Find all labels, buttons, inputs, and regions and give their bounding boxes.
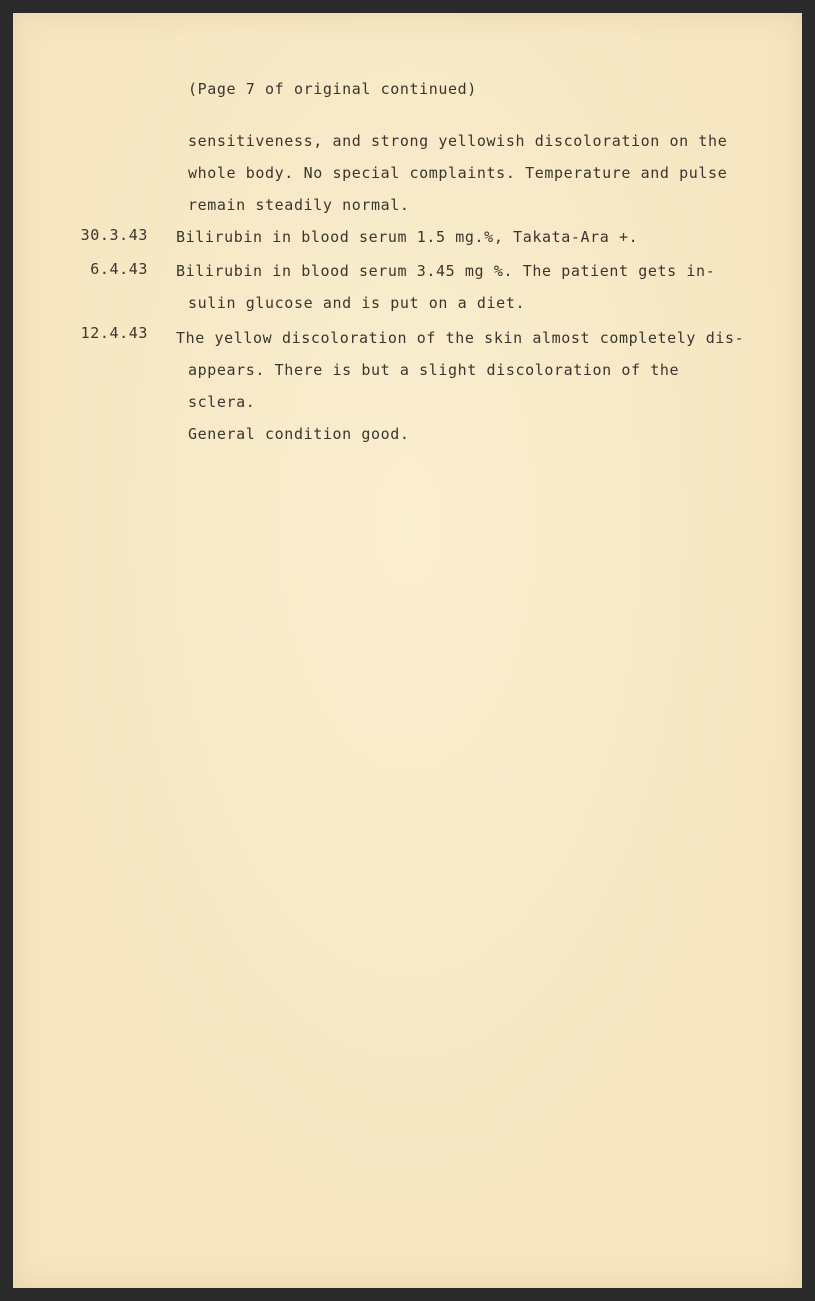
page-header: (Page 7 of original continued) [188,80,477,98]
entry-line: sclera. [188,393,256,411]
entry-date: 30.3.43 [80,226,148,244]
entry-line: The yellow discoloration of the skin almost completely dis- [176,329,745,347]
entry-line: Bilirubin in blood serum 1.5 mg.%, Takata-Ara +. [176,228,639,246]
entry-line: General condition good. [188,425,410,443]
entry-line: Bilirubin in blood serum 3.45 mg %. The patient gets in- [176,262,716,280]
continuation-line: whole body. No special complaints. Temperature and pulse [188,164,728,182]
entry-line: appears. There is but a slight discoloration of the [188,361,680,379]
entry-line: sulin glucose and is put on a diet. [188,294,526,312]
continuation-line: sensitiveness, and strong yellowish discoloration on the [188,132,728,150]
continuation-line: remain steadily normal. [188,196,410,214]
entry-date: 12.4.43 [80,324,148,342]
document-page [13,13,802,1288]
entry-date: 6.4.43 [90,260,148,278]
